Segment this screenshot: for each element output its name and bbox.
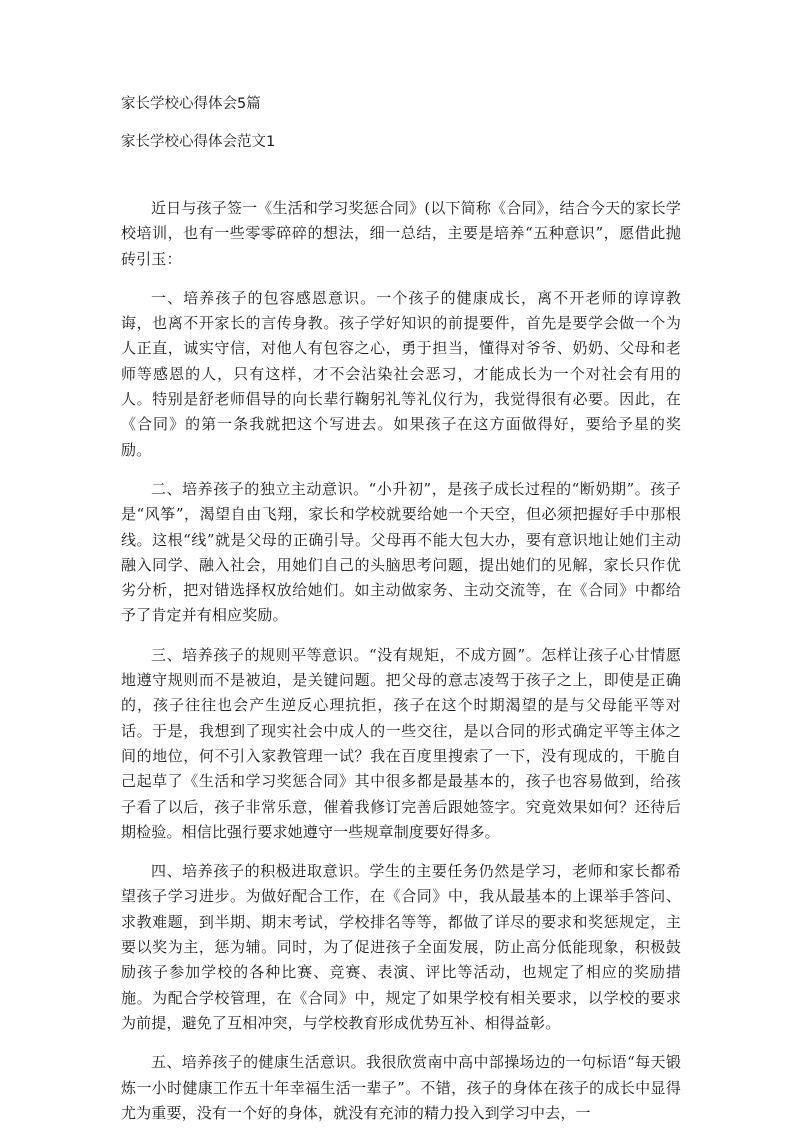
document-body — [121, 196, 681, 1140]
paragraph-5: 五、培养孩子的健康生活意识。我很欣赏南中高中部操场边的一句标语“每天锻炼一小时健康工作五十年幸福生活一辈子”。不错，孩子的身体在孩子的成长中显得尤为重要，没有一个好的身体，就没有充沛的精力投入到学习中去，一 — [121, 1053, 681, 1122]
paragraph-1: 一、培养孩子的包容感恩意识。一个孩子的健康成长，离不开老师的谆谆教诲，也离不开家长的言传身教。孩子学好知识的前提要件，首先是要学会做一个为人正直，诚实守信，对他人有包容之心，勇于担当，懂得对爷爷、奶奶、父母和老师等感恩的人，只有这样，才不会沾染社会恶习，才能成长为一个对社会有用的人。特别是舒老师倡导的向长辈行鞠躬礼等礼仪行为，我觉得很有必要。因此，在《合同》的第一条我就把这个写进去。如果孩子在这方面做得好，要给予星的奖励。 — [121, 288, 681, 459]
paragraph-2: 二、培养孩子的独立主动意识。“小升初”，是孩子成长过程的“断奶期”。孩子是“风筝”，渴望自由飞翔，家长和学校就要给她一个天空，但必须把握好手中那根线。这根“线”就是父母的正确引导。父母再不能大包大办，要有意识地让她们主动融入同学、融入社会，用她们自己的头脑思考问题，提出她们的见解，家长只作优劣分析，把对错选择权放给她们。如主动做家务、主动交流等，在《合同》中都给予了肯定并有相应奖励。 — [121, 479, 681, 625]
paragraph-3: 三、培养孩子的规则平等意识。“没有规矩，不成方圆”。怎样让孩子心甘情愿地遵守规则而不是被迫，是关键问题。把父母的意志凌驾于孩子之上，即使是正确的，孩子往往也会产生逆反心理抗拒，孩子在这个时期渴望的是与父母能平等对话。于是，我想到了现实社会中成人的一些交往，是以合同的形式确定平等主体之间的地位，何不引入家教管理一试？我在百度里搜索了一下，没有现成的，干脆自己起草了《生活和学习奖惩合同》其中很多都是最基本的，孩子也容易做到，给孩子看了以后，孩子非常乐意，催着我修订完善后跟她签字。究竟效果如何？还待后期检验。相信比强行要求她遵守一些规章制度要好得多。 — [121, 645, 681, 841]
paragraph-intro: 近日与孩子签一《生活和学习奖惩合同》(以下简称《合同》，结合今天的家长学校培训，也有一些零零碎碎的想法，细一总结，主要是培养“五种意识”，愿借此抛砖引玉： — [121, 199, 681, 268]
document-subtitle: 家长学校心得体会范文1 — [121, 134, 276, 150]
paragraph-4: 四、培养孩子的积极进取意识。学生的主要任务仍然是学习，老师和家长都希望孩子学习进步。为做好配合工作，在《合同》中，我从最基本的上课举手答问、求教难题，到半期、期末考试，学校排名等等，都做了详尽的要求和奖惩规定，主要以奖为主，惩为辅。同时，为了促进孩子全面发展，防止高分低能现象，积极鼓励孩子参加学校的各种比赛、竞赛、表演、评比等活动，也规定了相应的奖励措施。为配合学校管理，在《合同》中，规定了如果学校有相关要求，以学校的要求为前提，避免了互相冲突，与学校教育形成优势互补、相得益彰。 — [121, 862, 681, 1032]
document-title: 家长学校心得体会5篇 — [121, 96, 261, 112]
